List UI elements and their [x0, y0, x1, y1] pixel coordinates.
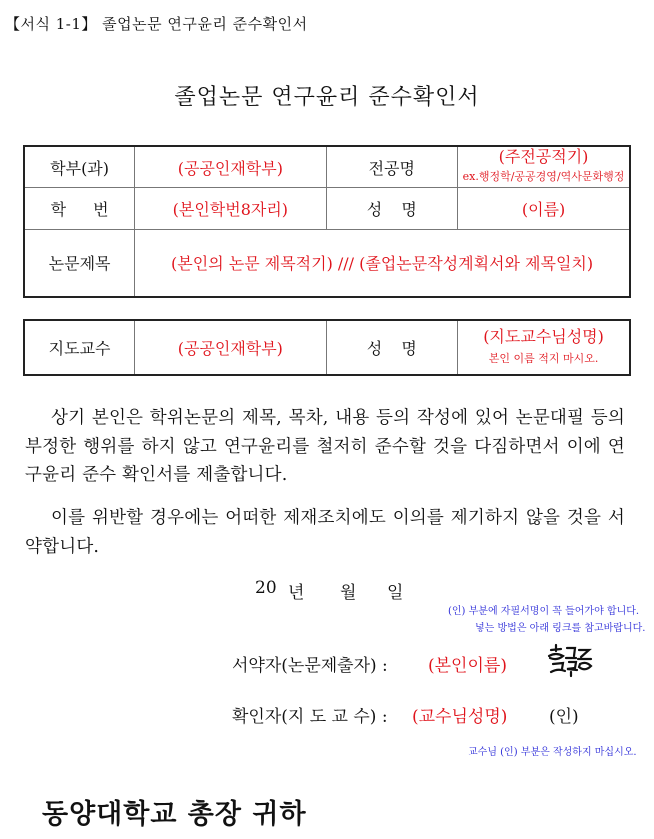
student-name-label: 성 명: [326, 188, 458, 230]
advisor-label: 지도교수: [24, 320, 135, 375]
date-day: 일: [387, 583, 404, 603]
signer-name-field[interactable]: (본인이름): [428, 656, 507, 676]
advisor-name-field[interactable]: (지도교수님성명): [483, 326, 604, 346]
major-cell[interactable]: [458, 146, 630, 188]
student-info-table: [23, 145, 631, 298]
thesis-title-label: 논문제목: [24, 230, 135, 297]
professor-seal: (인): [549, 707, 579, 727]
dept-label: 학부(과): [24, 146, 135, 188]
date-year-prefix: 20: [255, 578, 277, 598]
form-number: 【서식 1-1】 졸업논문 연구윤리 준수확인서: [5, 15, 308, 33]
thesis-title-field[interactable]: (본인의 논문 제목적기) /// (졸업논문작성계획서와 제목일치): [135, 230, 630, 297]
major-label: 전공명: [326, 146, 458, 188]
student-id-field[interactable]: (본인학번8자리): [135, 188, 326, 230]
advisor-hint: 본인 이름 적지 마시오.: [488, 351, 599, 365]
professor-name-field[interactable]: (교수님성명): [412, 707, 508, 727]
student-name-field[interactable]: (이름): [458, 188, 630, 230]
date-month: 월: [340, 583, 357, 603]
professor-note: 교수님 (인) 부분은 작성하지 마십시오.: [468, 747, 637, 758]
date-year: 년: [288, 583, 305, 603]
major-field[interactable]: (주전공적기): [498, 147, 589, 166]
signature-note-link-hint: 넣는 방법은 아래 링크를 참고바랍니다.: [475, 623, 646, 634]
handwritten-signature: [545, 642, 595, 680]
advisor-info-table: [23, 319, 631, 376]
closing-address: 동양대학교 총장 귀하: [42, 799, 307, 830]
signature-note: (인) 부분에 자필서명이 꼭 들어가야 합니다.: [448, 606, 640, 617]
student-id-label: 학 번: [24, 188, 135, 230]
advisor-dept-field[interactable]: (공공인재학부): [135, 320, 326, 375]
document-title: 졸업논문 연구윤리 준수확인서: [174, 85, 480, 110]
dept-field[interactable]: (공공인재학부): [135, 146, 326, 188]
advisor-name-cell[interactable]: [458, 320, 630, 375]
major-hint: ex.행정학/공공경영/역사문화행정: [462, 170, 625, 183]
pledge-paragraph-2: 이를 위반할 경우에는 어떠한 제재조치에도 이의를 제기하지 않을 것을 서약합니다.: [25, 508, 625, 557]
confirmer-label: 확인자(지 도 교 수) :: [232, 707, 388, 727]
advisor-name-label: 성 명: [326, 320, 458, 375]
signer-label: 서약자(논문제출자) :: [232, 656, 388, 676]
pledge-paragraph-1: 상기 본인은 학위논문의 제목, 목차, 내용 등의 작성에 있어 논문대필 등의 부정한 행위를 하지 않고 연구윤리를 철저히 준수할 것을 다짐하면서 이에 연구윤리 준수 확인서를 제출합니다.: [25, 408, 625, 485]
